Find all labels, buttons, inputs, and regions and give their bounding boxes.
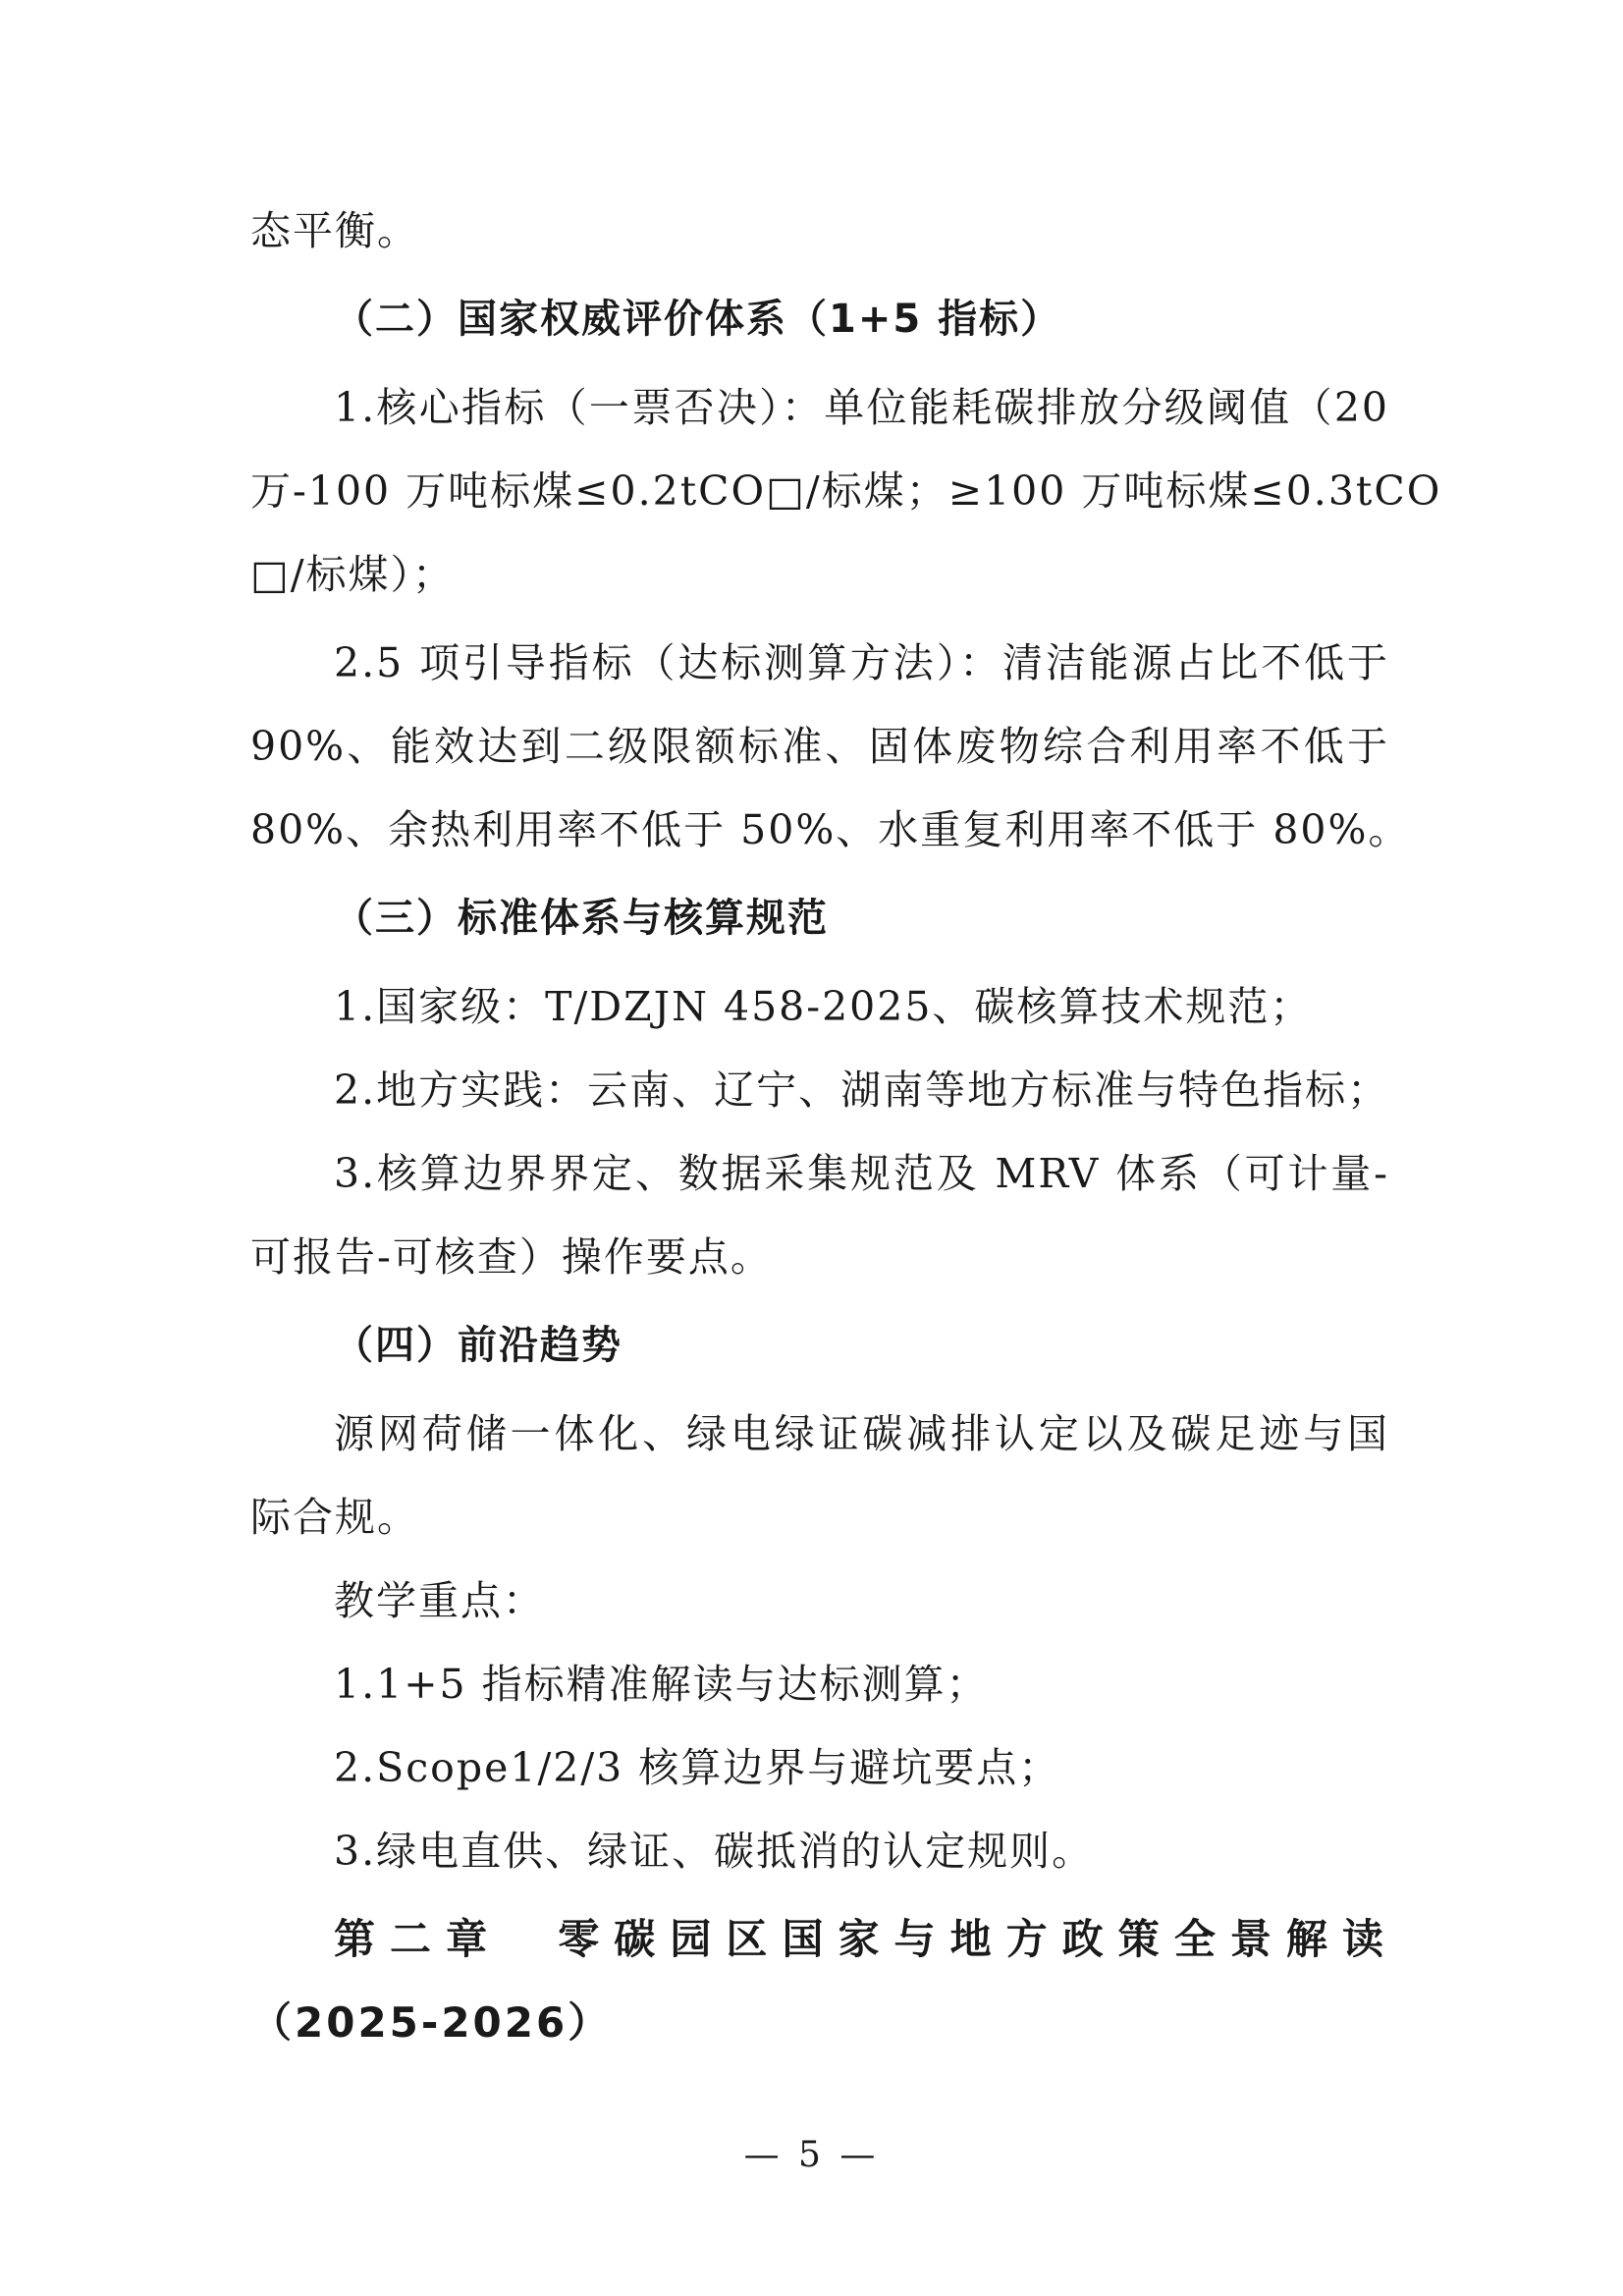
core-indicator-line-1: 1.核心指标（一票否决）：单位能耗碳排放分级阈值（20	[334, 384, 1389, 431]
trend-paragraph-line-1: 源网荷储一体化、绿电绿证碳减排认定以及碳足迹与国	[334, 1410, 1389, 1457]
guide-indicator-line-3: 80%、余热利用率不低于 50%、水重复利用率不低于 80%。	[250, 806, 1411, 853]
standard-item-2: 2.地方实践：云南、辽宁、湖南等地方标准与特色指标；	[334, 1066, 1390, 1114]
teaching-focus-label: 教学重点：	[334, 1577, 545, 1624]
teaching-focus-item-2: 2.Scope1/2/3 核算边界与避坑要点；	[334, 1744, 1061, 1791]
standard-item-3-line-2: 可报告-可核查）操作要点。	[250, 1233, 773, 1281]
guide-indicator-line-1: 2.5 项引导指标（达标测算方法）：清洁能源占比不低于	[334, 639, 1389, 686]
section-heading-4: （四）前沿趋势	[334, 1323, 622, 1368]
paragraph-continuation: 态平衡。	[250, 207, 419, 254]
standard-item-3-line-1: 3.核算边界界定、数据采集规范及 MRV 体系（可计量-	[334, 1150, 1389, 1197]
core-indicator-line-3: □/标煤）；	[250, 551, 456, 598]
teaching-focus-item-1: 1.1+5 指标精准解读与达标测算；	[334, 1661, 989, 1708]
trend-paragraph-line-2: 际合规。	[250, 1494, 419, 1541]
section-heading-3: （三）标准体系与核算规范	[334, 896, 829, 941]
standard-item-1: 1.国家级：T/DZJN 458-2025、碳核算技术规范；	[334, 983, 1313, 1030]
guide-indicator-line-2: 90%、能效达到二级限额标准、固体废物综合利用率不低于	[250, 723, 1389, 770]
chapter-title: 第二章 零碳园区国家与地方政策全景解读	[334, 1915, 1389, 1963]
chapter-title-years: （2025-2026）	[250, 1998, 613, 2047]
teaching-focus-item-3: 3.绿电直供、绿证、碳抵消的认定规则。	[334, 1828, 1095, 1875]
section-heading-2: （二）国家权威评价体系（1+5 指标）	[334, 297, 1062, 342]
page-number: — 5 —	[743, 2135, 880, 2175]
core-indicator-line-2: 万-100 万吨标煤≤0.2tCO□/标煤；≥100 万吨标煤≤0.3tCO	[250, 467, 1442, 515]
